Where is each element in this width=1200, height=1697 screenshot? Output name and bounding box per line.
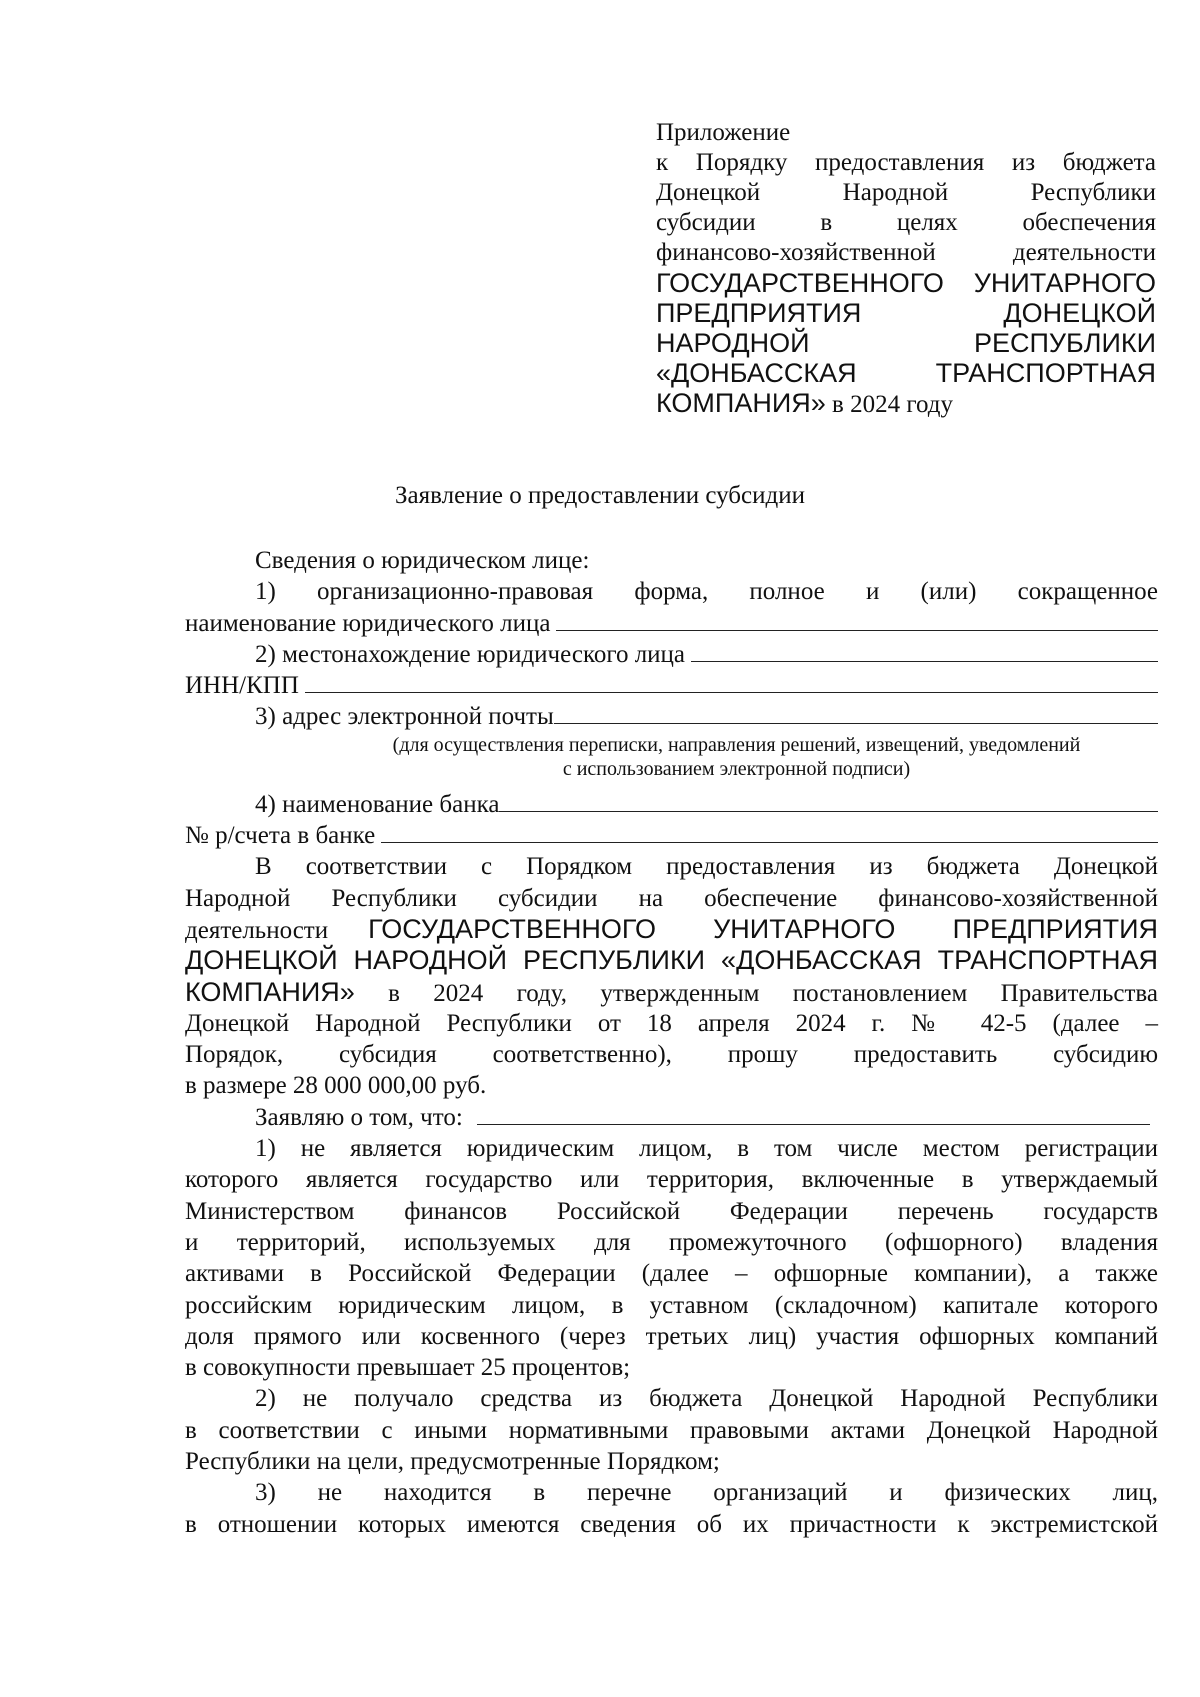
request-line: в размере 28 000 000,00 руб. xyxy=(185,1072,487,1100)
request-line: Донецкой Народной Республики от 18 апреля 2024 г. № 42-5 (далее – xyxy=(185,1009,1158,1037)
bank-field[interactable] xyxy=(499,789,1158,812)
location-label: 2) местонахождение юридического лица xyxy=(255,640,686,668)
request-line xyxy=(185,977,1158,1008)
appendix-line: ГОСУДАРСТВЕННОГО УНИТАРНОГО xyxy=(656,268,1156,298)
inn-label: ИНН/КПП xyxy=(185,672,299,700)
info-item1-line2 xyxy=(185,608,1158,639)
info-item4 xyxy=(185,789,1158,820)
appendix-line: НАРОДНОЙ РЕСПУБЛИКИ xyxy=(656,328,1156,358)
document-body xyxy=(185,545,1158,1540)
request-word: деятельности xyxy=(185,916,329,944)
request-line: Народной Республики субсидии на обеспечение финансово-хозяйственной xyxy=(185,884,1158,912)
appendix-line: к Порядку предоставления из бюджета xyxy=(656,149,1156,176)
declare-p1-line: и территорий, используемых для промежуточного (офшорного) владения xyxy=(185,1228,1158,1256)
document-title: Заявление о предоставлении субсидии xyxy=(395,482,805,509)
declare-p1-line: в совокупности превышает 25 процентов; xyxy=(185,1354,631,1382)
request-line: Порядок, субсидия соответственно), прошу предоставить субсидию xyxy=(185,1041,1158,1069)
email-label: 3) адрес электронной почты xyxy=(255,703,554,731)
appendix-line xyxy=(656,388,1156,420)
email-note-line: с использованием электронной подписи) xyxy=(562,757,911,780)
info-heading: Сведения о юридическом лице: xyxy=(255,547,590,574)
declare-p1-line: активами в Российской Федерации (далее – офшорные компании), а также xyxy=(185,1260,1158,1288)
request-company-word: КОМПАНИЯ» xyxy=(185,976,355,1007)
email-field[interactable] xyxy=(554,701,1158,724)
appendix-line: «ДОНБАССКАЯ ТРАНСПОРТНАЯ xyxy=(656,358,1156,388)
info-inn xyxy=(185,670,1158,701)
legal-name-label: наименование юридического лица xyxy=(185,609,551,637)
request-caps: ГОСУДАРСТВЕННОГО УНИТАРНОГО ПРЕДПРИЯТИЯ xyxy=(368,913,1158,944)
appendix-line: Приложение xyxy=(656,119,791,146)
inn-field[interactable] xyxy=(305,670,1158,693)
info-account xyxy=(185,820,1158,851)
request-line: В соответствии с Порядком предоставления из бюджета Донецкой xyxy=(255,853,1158,881)
email-note xyxy=(185,733,1158,781)
appendix-line: финансово-хозяйственной деятельности xyxy=(656,239,1156,266)
request-line: ДОНЕЦКОЙ НАРОДНОЙ РЕСПУБЛИКИ «ДОНБАССКАЯ ТРАНСПОРТНАЯ xyxy=(185,945,1158,976)
declare-p2-line: 2) не получало средства из бюджета Донецкой Народной Республики xyxy=(255,1385,1158,1413)
declare-p1-line: которого является государство или территория, включенные в утверждаемый xyxy=(185,1166,1158,1194)
bank-label: 4) наименование банка xyxy=(255,790,500,818)
appendix-line: субсидии в целях обеспечения xyxy=(656,209,1156,236)
info-item2 xyxy=(185,639,1158,670)
info-item3 xyxy=(185,701,1158,732)
appendix-line: Донецкой Народной Республики xyxy=(656,179,1156,206)
declare-p1-line: 1) не является юридическим лицом, в том числе местом регистрации xyxy=(255,1135,1158,1163)
declare-p3-line: 3) не находится в перечне организаций и физических лиц, xyxy=(255,1479,1158,1507)
email-note-line: (для осуществления переписки, направления решений, извещений, уведомлений xyxy=(392,733,1081,756)
declare-p1-line: доля прямого или косвенного (через третьих лиц) участия офшорных компаний xyxy=(185,1322,1158,1350)
declare-p1-line: российским юридическим лицом, в уставном (складочном) капитале которого xyxy=(185,1291,1158,1319)
appendix-company-word: КОМПАНИЯ» xyxy=(656,388,826,418)
declare-p2-line: Республики на цели, предусмотренные Порядком; xyxy=(185,1448,720,1476)
legal-name-field[interactable] xyxy=(556,608,1158,631)
declare-p2-line: в соответствии с иными нормативными правовыми актами Донецкой Народной xyxy=(185,1416,1158,1444)
account-label: № р/счета в банке xyxy=(185,822,376,850)
appendix-line: ПРЕДПРИЯТИЯ ДОНЕЦКОЙ xyxy=(656,298,1156,328)
request-line-rest: в 2024 году, утвержденным постановлением Правительства xyxy=(354,979,1158,1007)
declare-heading-row xyxy=(185,1102,1158,1133)
info-item1-line1: 1) организационно-правовая форма, полное и (или) сокращенное xyxy=(255,578,1158,606)
declare-p3-line: в отношении которых имеются сведения об их причастности к экстремистской xyxy=(185,1510,1158,1538)
request-line xyxy=(185,914,1158,945)
location-field[interactable] xyxy=(691,639,1158,662)
appendix-year: в 2024 году xyxy=(825,391,953,418)
appendix-block xyxy=(656,118,1156,420)
declare-heading: Заявляю о том, что: xyxy=(255,1103,463,1131)
declare-p1-line: Министерством финансов Российской Федерации перечень государств xyxy=(185,1197,1158,1225)
account-field[interactable] xyxy=(381,820,1158,843)
declare-field[interactable] xyxy=(477,1102,1150,1125)
